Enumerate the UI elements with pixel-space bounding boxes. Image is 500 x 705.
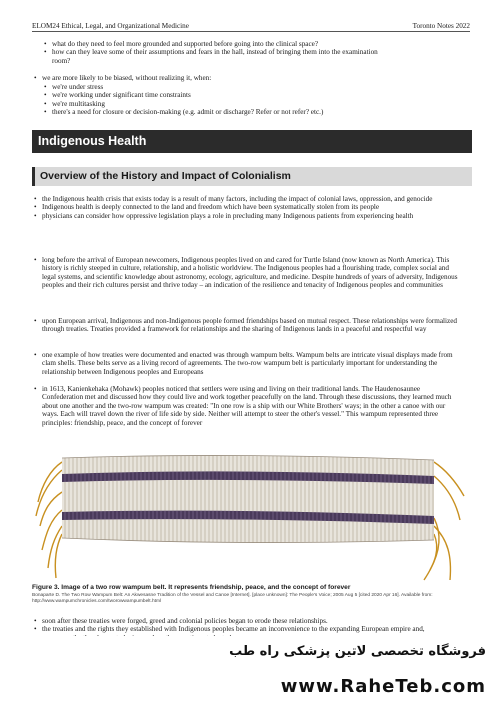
list-item: • we're multitasking xyxy=(52,100,462,108)
top-sublist xyxy=(52,40,462,65)
bias-sublist xyxy=(52,83,462,117)
list-item: • the treaties and the rights they established with Indigenous peoples became an inconvenience to the expanding European empire and, xyxy=(42,625,462,642)
paragraph-two-row: • in 1613, Kanienkehaka (Mohawk) peoples noticed that settlers were using and living on their traditional lands. The Haudenosaunee Confederation met and discussed how they could live and work together peacefully on the land. Through these discussions, they learned much about one another and the two-row wampum was created: "In one row is a ship with our White Brothers' ways; in the other a canoe with our ways. Each will travel down the river of life side by side. Neither will attempt to steer the other's vessel." This wampum represented three principles: friendship, peace, and the concept of forever xyxy=(42,385,462,427)
left-fringe xyxy=(36,462,62,578)
belt-body xyxy=(62,455,434,542)
running-header xyxy=(32,22,470,30)
wampum-belt-image xyxy=(32,430,472,585)
list-item: • there's a need for closure or decision-making (e.g. admit or discharge? Refer or not refer? etc.) xyxy=(52,108,462,116)
list-item: • the Indigenous health crisis that exists today is a result of many factors, including the impact of colonial laws, oppression, and genocide xyxy=(42,195,462,203)
paragraph-treaties: • upon European arrival, Indigenous and non-Indigenous people formed friendships based on mutual respect. These relationships were formalized through treaties. Treaties provided a framework for relationships and the sharing of Indigenous lands in a peaceful and respectful way xyxy=(42,317,462,334)
list-item: • what do they need to feel more grounded and supported before going into the clinical space? xyxy=(52,40,462,48)
subsection-title: Overview of the History and Impact of Colonialism xyxy=(40,170,291,182)
list-item: • Indigenous health is deeply connected to the land and freedom which have been systematically stolen from its people xyxy=(42,203,462,211)
header-right: Toronto Notes 2022 xyxy=(412,22,470,30)
top-list xyxy=(42,74,462,82)
wampum-belt-figure xyxy=(32,430,472,585)
list-item: • we are more likely to be biased, without realizing it, when: xyxy=(42,74,462,82)
list-item: • we're under stress xyxy=(52,83,462,91)
list-item: • we're working under significant time constraints xyxy=(52,91,462,99)
paragraph-wampum: • one example of how treaties were documented and enacted was through wampum belts. Wampum belts are intricate visual displays made from clam shells. These belts serve as a living record of agreements. The two-row wampum belt is particularly important for understanding the relationship between Indigenous peoples and Europeans xyxy=(42,351,462,376)
subsection-header xyxy=(32,167,472,186)
header-rule xyxy=(32,31,470,32)
figure-caption: Figure 3. Image of a two row wampum belt. It represents friendship, peace, and the concept of forever xyxy=(32,584,351,591)
header-left: ELOM24 Ethical, Legal, and Organizational Medicine xyxy=(32,22,189,30)
section-title: Indigenous Health xyxy=(38,134,147,148)
section-header xyxy=(32,130,472,153)
bullets-a xyxy=(42,195,462,220)
watermark-banner xyxy=(0,636,500,705)
list-item: • how can they leave some of their assumptions and fears in the hall, instead of bringing them into the examination room? xyxy=(52,48,382,65)
list-item: • soon after these treaties were forged, greed and colonial policies began to erode these relationships. xyxy=(42,617,462,625)
paragraph-history: • long before the arrival of European newcomers, Indigenous peoples lived on and cared for Turtle Island (now known as North America). This history is richly steeped in culture, relationship, and a holistic worldview. The Indigenous peoples had a flourishing trade, complex social and legal systems, and scientific knowledge about astronomy, ecology, agriculture, and medicine. Despite hundreds of years of adversity, Indigenous peoples and their rich cultures persist and thrive today – an indication of the resilience and tenacity of Indigenous peoples and communities xyxy=(42,256,462,290)
watermark-text-fa: فروشگاه تخصصی لاتین پزشکی راه طب xyxy=(229,644,486,659)
watermark-url: www.RaheTeb.com xyxy=(280,676,486,697)
figure-credit: Bonaparte D. The Two Row Wampum Belt: An Akwesasne Tradition of the Vessel and Canoe [Internet]. [place unknown]: The People's Voice; 2005 Aug 5 [cited 2020 Apr 16]. Available from: http://www.wampumchronicles.com/tworowwampumbelt.html xyxy=(32,593,433,604)
list-item: • physicians can consider how oppressive legislation plays a role in precluding many Indigenous patients from experiencing health xyxy=(42,212,462,220)
